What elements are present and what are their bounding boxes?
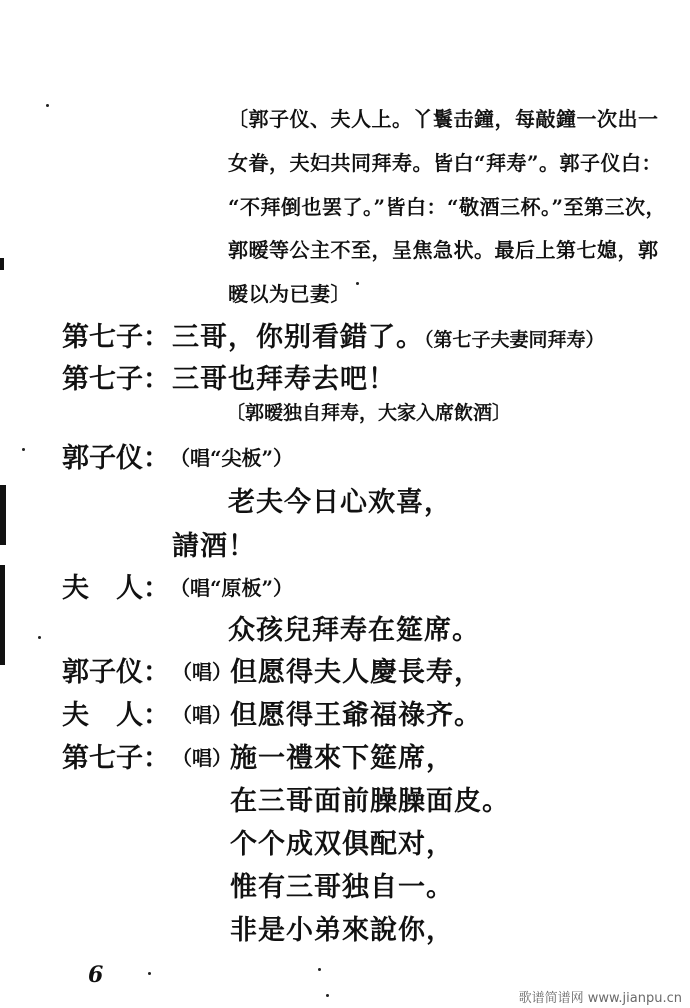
speaker-name: 夫 人： <box>62 573 170 604</box>
scan-edge-mark <box>0 565 5 665</box>
sung-line: 个个成双俱配对， <box>230 829 454 860</box>
spoken-line <box>172 315 605 354</box>
speaker-name: 第七子： <box>62 743 170 774</box>
stage-direction-line: 女眷，夫妇共同拜寿。皆白“拜寿”。郭子仪白： <box>228 151 663 175</box>
stage-direction-line: “不拜倒也罢了。”皆白：“敬酒三杯。”至第三次， <box>228 195 667 219</box>
sung-line: 但愿得夫人慶長寿， <box>230 657 482 688</box>
speaker-name: 郭子仪： <box>62 657 170 688</box>
stage-direction-line: 〔郭子仪、夫人上。丫鬟击鐘，每敲鐘一次出一 <box>228 107 659 131</box>
sung-line: 施一禮來下筵席， <box>230 743 454 774</box>
stage-direction-line: 暧以为已妻〕 <box>228 282 351 306</box>
watermark: 歌谱简谱网 www.jianpu.cn <box>518 991 682 1006</box>
stage-direction: 〔郭暧独自拜寿，大家入席飲酒〕 <box>226 402 512 424</box>
scan-speck <box>22 448 25 451</box>
stage-direction-line: 郭暧等公主不至，呈焦急状。最后上第七媳，郭 <box>228 238 659 262</box>
singing-mode: （唱“尖板”） <box>170 446 294 470</box>
scan-speck <box>356 282 359 285</box>
sung-line: 非是小弟來說你， <box>230 915 454 946</box>
speaker-name: 夫 人： <box>62 700 170 731</box>
sung-line: 在三哥面前臊臊面皮。 <box>230 786 510 817</box>
page-number: 6 <box>88 962 104 988</box>
scan-speck <box>148 972 151 975</box>
scan-speck <box>326 994 329 997</box>
singing-mode: （唱） <box>172 660 232 684</box>
sung-line: 众孩兒拜寿在筵席。 <box>228 615 480 646</box>
speaker-name: 第七子： <box>62 364 170 395</box>
sung-line: 老夫今日心欢喜， <box>228 487 452 518</box>
spoken-text: 三哥，你别看錯了。 <box>172 322 424 353</box>
scan-speck <box>46 104 49 107</box>
speaker-name: 郭子仪： <box>62 443 170 474</box>
inline-stage-direction: （第七子夫妻同拜寿） <box>424 329 605 351</box>
speaker-name: 第七子： <box>62 322 170 353</box>
scan-speck <box>318 968 321 971</box>
spoken-text: 三哥也拜寿去吧！ <box>172 364 396 395</box>
sung-line: 請酒！ <box>172 531 256 562</box>
singing-mode: （唱“原板”） <box>170 576 294 600</box>
scan-speck <box>38 636 41 639</box>
sung-line: 但愿得王爺福祿齐。 <box>230 700 482 731</box>
singing-mode: （唱） <box>172 703 232 727</box>
sung-line: 惟有三哥独自一。 <box>230 872 454 903</box>
scan-edge-mark <box>0 258 4 270</box>
singing-mode: （唱） <box>172 746 232 770</box>
scan-edge-mark <box>0 485 6 545</box>
